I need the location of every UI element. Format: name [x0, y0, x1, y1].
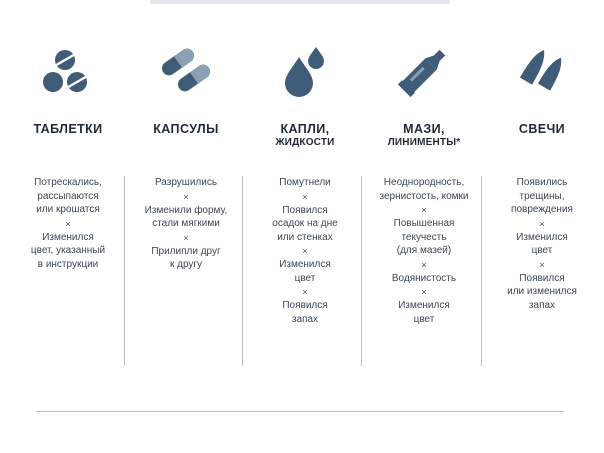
drops-icon [245, 40, 365, 102]
bottom-divider [36, 411, 564, 412]
sign-list [482, 176, 602, 312]
column-5 [482, 0, 602, 453]
sign-list [364, 176, 484, 326]
ointment-tube-icon [364, 40, 484, 102]
column-3 [245, 0, 365, 453]
column-4 [364, 0, 484, 453]
sign-item: Изменился цвет [398, 300, 450, 325]
tablets-icon [8, 40, 128, 102]
sign-item: Неоднородность, зернистость, комки [379, 177, 469, 202]
sign-item: Изменился цвет [279, 259, 331, 284]
separator-mark: × [65, 218, 71, 229]
column-divider [361, 176, 362, 366]
sign-list [245, 176, 365, 326]
sign-item: Помутнели [279, 177, 331, 188]
separator-mark: × [183, 232, 189, 243]
suppositories-icon [482, 40, 602, 102]
column-subtitle: ЛИНИМЕНТЫ* [387, 137, 461, 148]
sign-item: Изменили форму, стали мягкими [144, 204, 228, 229]
separator-mark: × [302, 246, 308, 256]
column-title: СВЕЧИ [518, 122, 566, 136]
sign-list [8, 176, 128, 271]
sign-item: Прилипли друг к другу [151, 245, 221, 270]
sign-item: Повышенная текучесть (для мазей) [393, 218, 455, 256]
capsules-icon [126, 40, 246, 102]
column-divider [481, 176, 482, 366]
sign-item: Изменился цвет, указанный в инструкции [30, 231, 106, 270]
sign-item: Появились трещины, повреждения [511, 177, 573, 215]
separator-mark: × [421, 287, 427, 297]
separator-mark: × [539, 218, 545, 229]
column-subtitle: ЖИДКОСТИ [275, 137, 335, 148]
column-title: КАПСУЛЫ [153, 122, 219, 136]
separator-mark: × [421, 259, 427, 270]
sign-item: Изменился цвет [516, 231, 568, 256]
separator-mark: × [539, 259, 545, 270]
column-2 [126, 0, 246, 453]
sign-item: Водянистость [391, 272, 457, 284]
column-divider [124, 176, 125, 366]
sign-list [126, 176, 246, 272]
sign-item: Разрушились [154, 177, 218, 188]
sign-item: Потрескались, рассыпаются или крошатся [34, 177, 102, 215]
sign-item: Появился запах [282, 300, 328, 325]
column-1 [8, 0, 128, 453]
sign-item: Появился или изменился запах [507, 272, 577, 311]
column-divider [242, 176, 243, 366]
separator-mark: × [302, 191, 308, 202]
separator-mark: × [421, 205, 427, 215]
column-title: МАЗИ, [403, 122, 445, 136]
column-title: ТАБЛЕТКИ [33, 122, 103, 136]
column-title: КАПЛИ, [280, 122, 330, 136]
separator-mark: × [183, 191, 189, 202]
separator-mark: × [302, 287, 308, 297]
sign-item: Появился осадок на дне или стенках [272, 204, 338, 243]
